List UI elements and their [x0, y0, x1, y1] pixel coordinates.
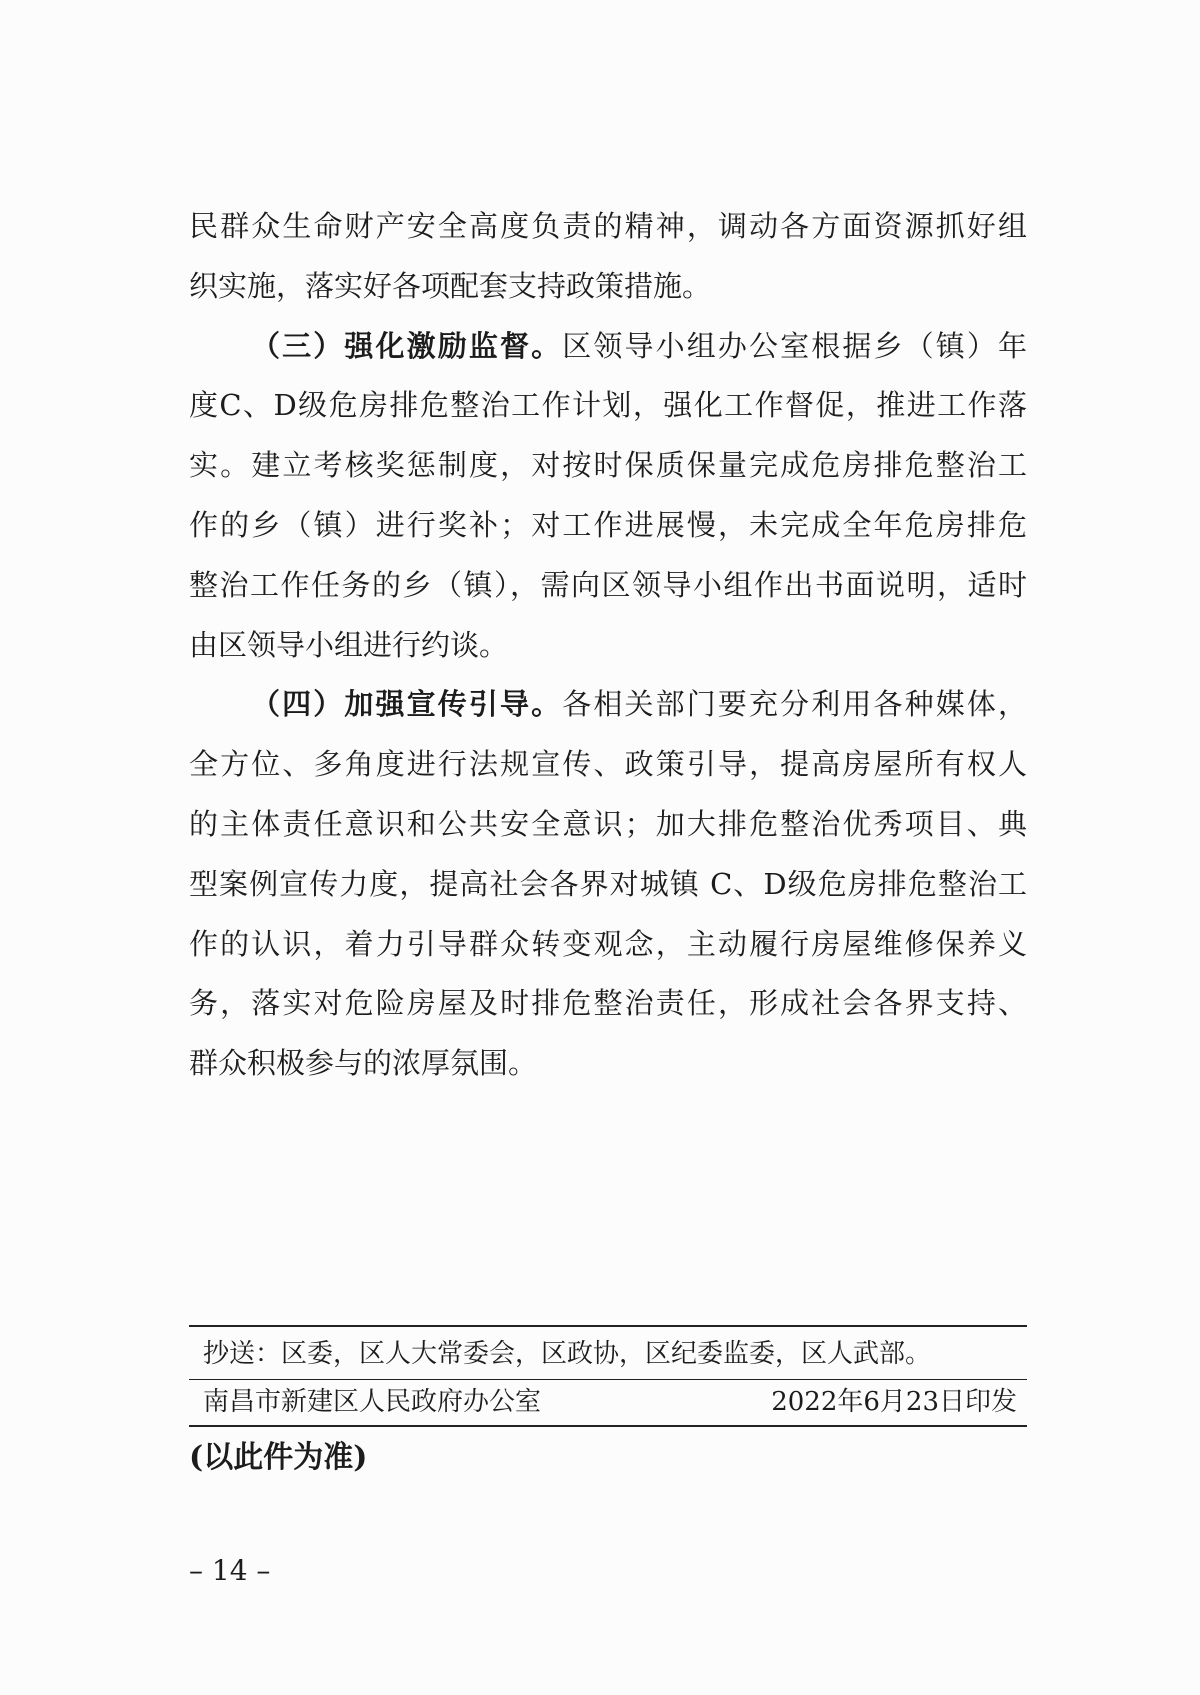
issuer-name: 南昌市新建区人民政府办公室 — [203, 1387, 542, 1417]
body-line: 实。建立考核奖惩制度，对按时保质保量完成危房排危整治工 — [189, 448, 1027, 483]
body-line: 度C、D级危房排危整治工作计划，强化工作督促，推进工作落 — [189, 388, 1027, 423]
body-line: 整治工作任务的乡（镇），需向区领导小组作出书面说明，适时 — [189, 567, 1027, 602]
body-line: 的主体责任意识和公共安全意识；加大排危整治优秀项目、典 — [189, 806, 1027, 841]
authority-note: (以此件为准) — [189, 1440, 368, 1475]
cc-line: 抄送：区委，区人大常委会，区政协，区纪委监委，区人武部。 — [203, 1339, 932, 1369]
body-line-text: 各相关部门要充分利用各种媒体， — [562, 687, 1027, 722]
section-heading-line — [189, 675, 1027, 735]
body-line: 民群众生命财产安全高度负责的精神，调动各方面资源抓好组 — [189, 209, 1027, 243]
body-line: 作的乡（镇）进行奖补；对工作进展慢，未完成全年危房排危 — [189, 507, 1027, 542]
body-line: 全方位、多角度进行法规宣传、政策引导，提高房屋所有权人 — [189, 747, 1027, 782]
footer-top-rule — [189, 1325, 1027, 1327]
body-line: 作的认识，着力引导群众转变观念，主动履行房屋维修保养义 — [189, 926, 1027, 961]
body-text — [189, 197, 1027, 1094]
page-number: – 14 – — [189, 1554, 271, 1587]
section-heading: （四）加强宣传引导。 — [251, 687, 563, 722]
section-heading: （三）强化激励监督。 — [251, 328, 563, 363]
body-line: 由区领导小组进行约谈。 — [189, 627, 509, 662]
body-line: 务，落实对危险房屋及时排危整治责任，形成社会各界支持、 — [189, 986, 1027, 1021]
body-line: 织实施，落实好各项配套支持政策措施。 — [189, 268, 712, 303]
body-line-text: 区领导小组办公室根据乡（镇）年 — [562, 328, 1027, 363]
footer-middle-rule — [189, 1379, 1027, 1380]
body-line: 群众积极参与的浓厚氛围。 — [189, 1046, 538, 1081]
issue-row — [203, 1384, 1017, 1420]
body-line: 型案例宣传力度，提高社会各界对城镇 C、D级危房排危整治工 — [189, 866, 1027, 901]
section-heading-line — [189, 317, 1027, 377]
issue-date: 2022年6月23日印发 — [771, 1387, 1017, 1417]
footer-bottom-rule — [189, 1425, 1027, 1427]
